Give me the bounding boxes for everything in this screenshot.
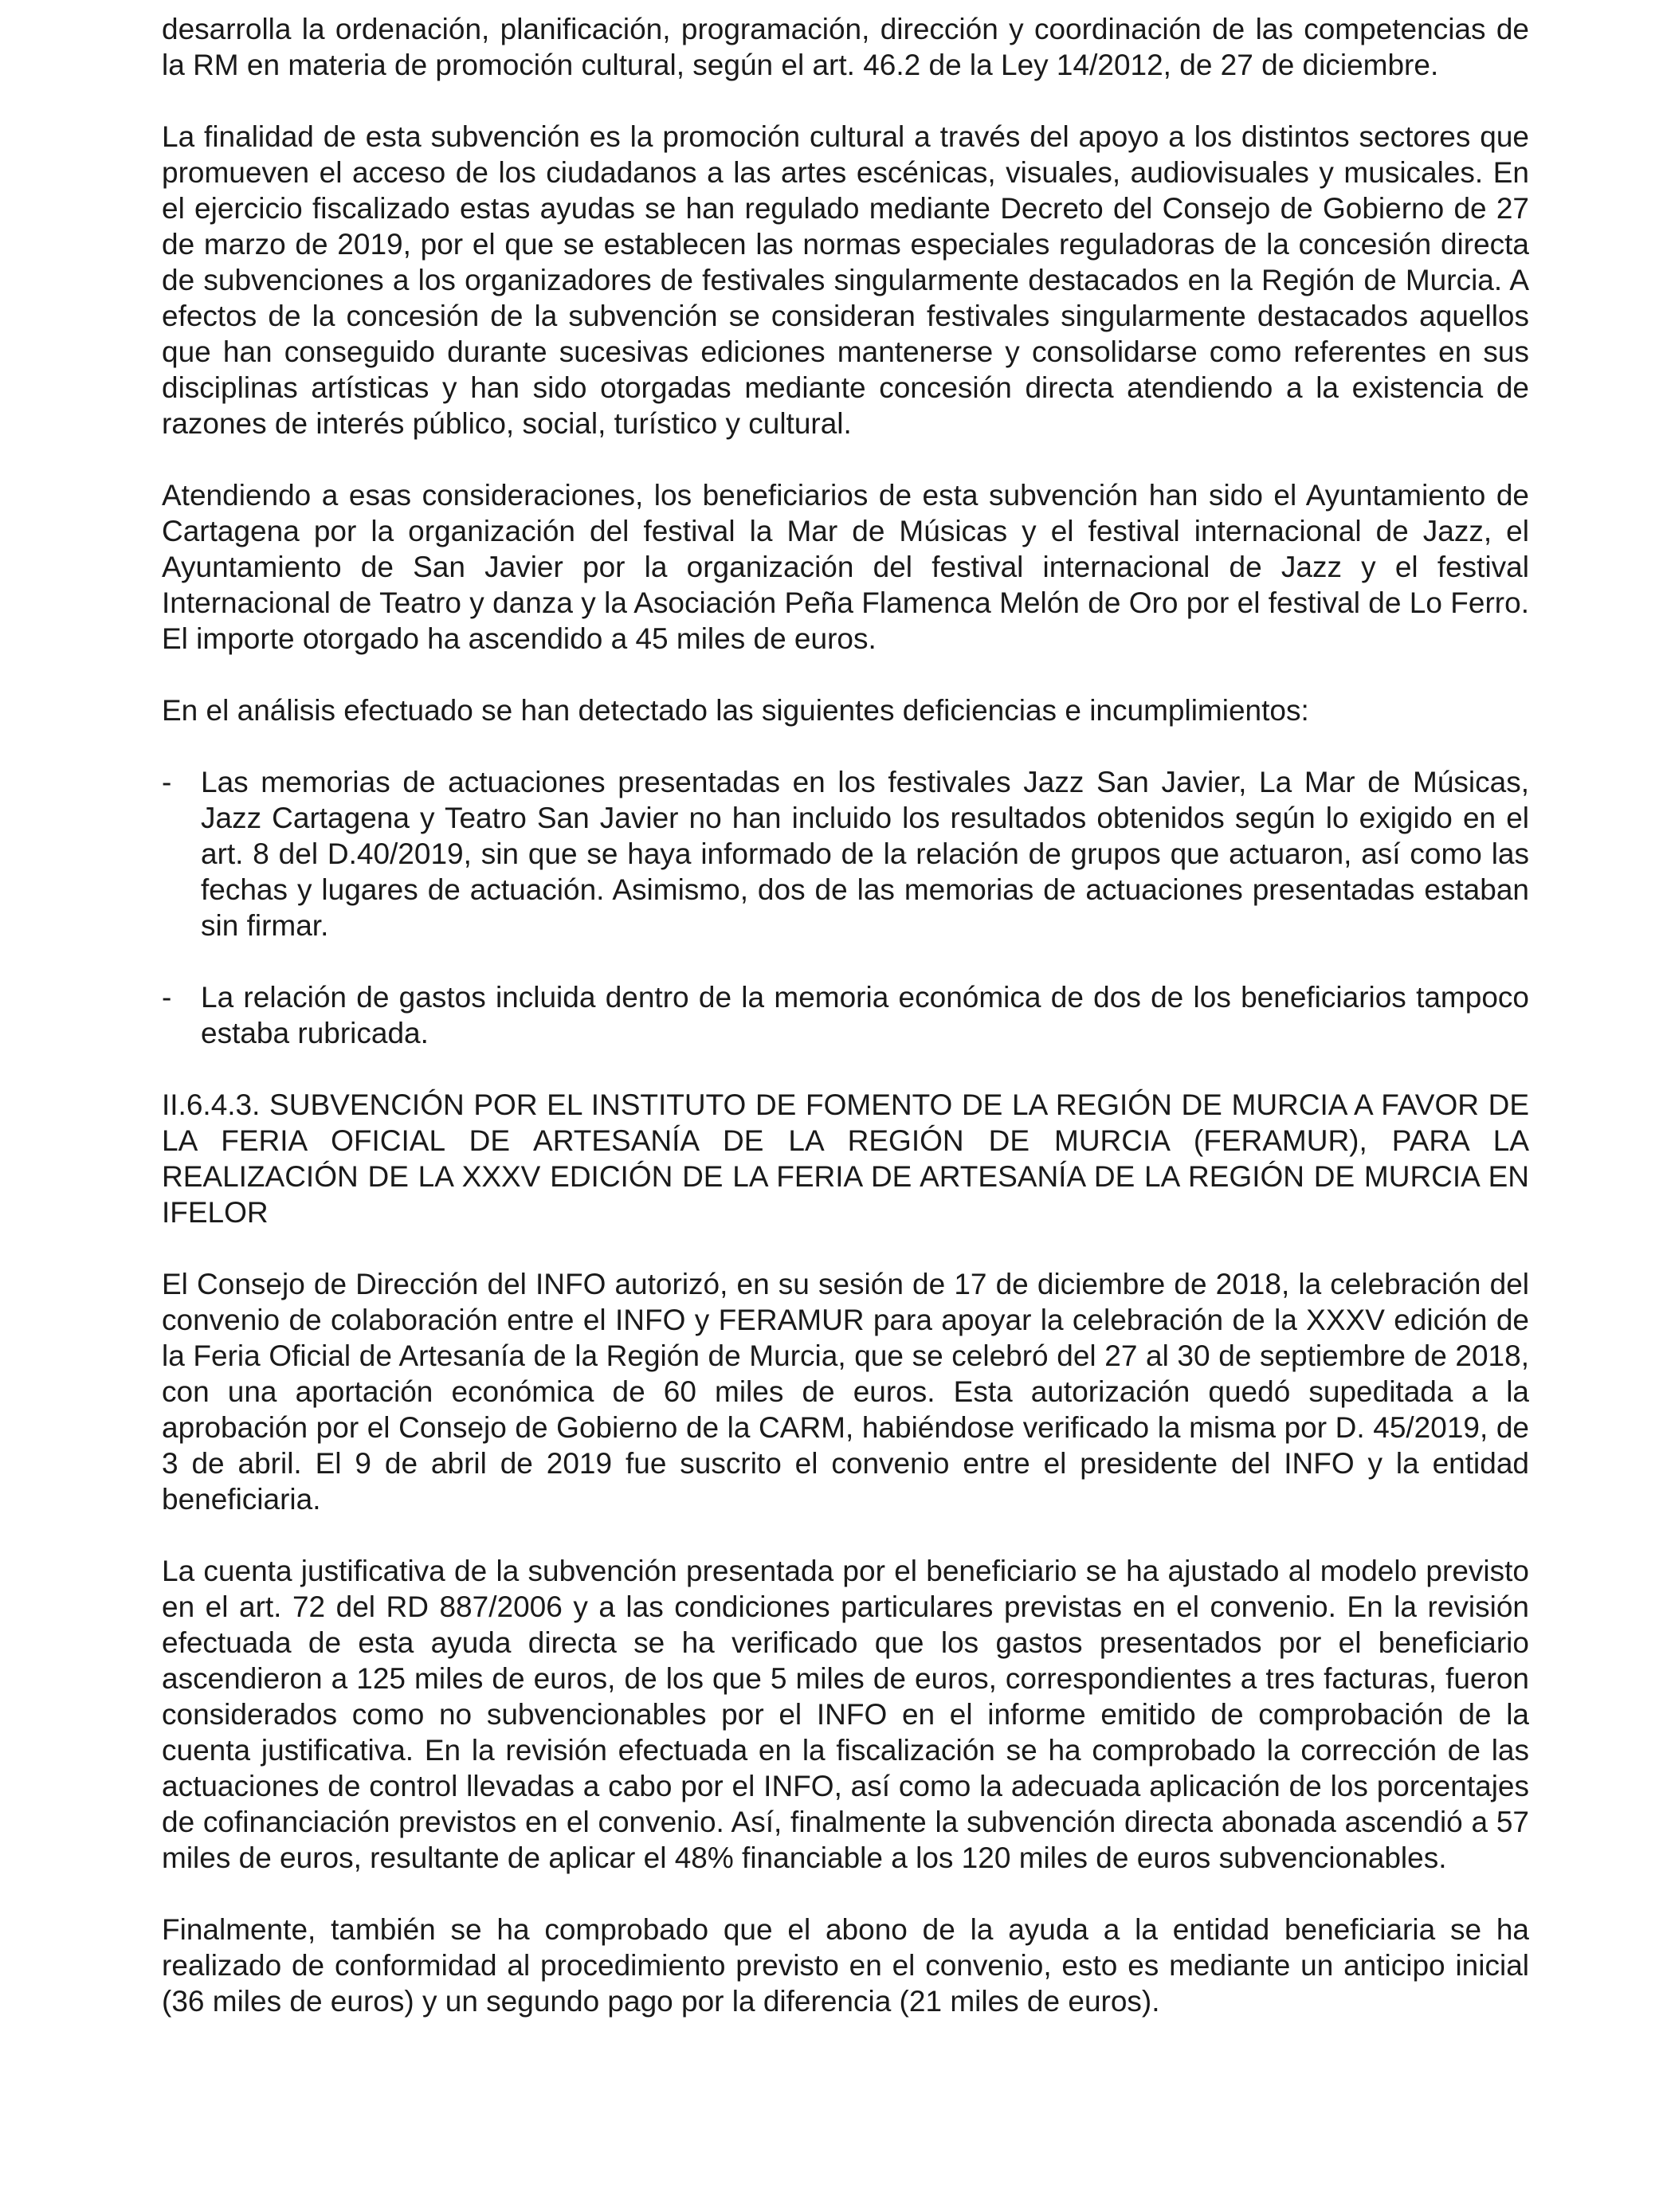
list-item	[162, 764, 1529, 943]
authorization-paragraph: El Consejo de Dirección del INFO autorizó, en su sesión de 17 de diciembre de 2018, la celebración del convenio de colaboración entre el INFO y FERAMUR para apoyar la celebración de la XXXV edición de la Feria Oficial de Artesanía de la Región de Murcia, que se celebró del 27 al 30 de septiembre de 2018, con una aportación económica de 60 miles de euros. Esta autorización quedó supeditada a la aprobación por el Consejo de Gobierno de la CARM, habiéndose verificado la misma por D. 45/2019, de 3 de abril. El 9 de abril de 2019 fue suscrito el convenio entre el presidente del INFO y la entidad beneficiaria.	[162, 1268, 1529, 1516]
justification-paragraph: La cuenta justificativa de la subvención presentada por el beneficiario se ha ajustado al modelo previsto en el art. 72 del RD 887/2006 y a las condiciones particulares previstas en el convenio. En la revisión efectuada de esta ayuda directa se ha verificado que los gastos presentados por el beneficiario ascendieron a 125 miles de euros, de los que 5 miles de euros, correspondientes a tres facturas, fueron considerados como no subvencionables por el INFO en el informe emitido de comprobación de la cuenta justificativa. En la revisión efectuada en la fiscalización se ha comprobado la corrección de las actuaciones de control llevadas a cabo por el INFO, así como la adecuada aplicación de los porcentajes de cofinanciación previstos en el convenio. Así, finalmente la subvención directa abonada ascendió a 57 miles de euros, resultante de aplicar el 48% financiable a los 120 miles de euros subvencionables.	[162, 1555, 1529, 1874]
document-page	[162, 11, 1529, 2055]
list-item-text: Las memorias de actuaciones presentadas en los festivales Jazz San Javier, La Mar de Músicas, Jazz Cartagena y Teatro San Javier no han incluido los resultados obtenidos según lo exigido en el art. 8 del D.40/2019, sin que se haya informado de la relación de grupos que actuaron, así como las fechas y lugares de actuación. Asimismo, dos de las memorias de actuaciones presentadas estaban sin firmar.	[201, 766, 1529, 942]
continuation-paragraph: desarrolla la ordenación, planificación, programación, dirección y coordinación de las competencias de la RM en materia de promoción cultural, según el art. 46.2 de la Ley 14/2012, de 27 de diciembre.	[162, 13, 1529, 81]
beneficiaries-paragraph: Atendiendo a esas consideraciones, los beneficiarios de esta subvención han sido el Ayuntamiento de Cartagena por la organización del festival la Mar de Músicas y el festival internacional de Jazz, el Ayuntamiento de San Javier por la organización del festival internacional de Jazz y el festival Internacional de Teatro y danza y la Asociación Peña Flamenca Melón de Oro por el festival de Lo Ferro. El importe otorgado ha ascendido a 45 miles de euros.	[162, 479, 1529, 655]
bullet-dash: -	[162, 766, 172, 798]
payment-paragraph: Finalmente, también se ha comprobado que el abono de la ayuda a la entidad beneficiaria se ha realizado de conformidad al procedimiento previsto en el convenio, esto es mediante un anticipo inicial (36 miles de euros) y un segundo pago por la diferencia (21 miles de euros).	[162, 1913, 1529, 2018]
bullet-dash: -	[162, 981, 172, 1014]
list-item	[162, 979, 1529, 1051]
purpose-paragraph: La finalidad de esta subvención es la promoción cultural a través del apoyo a los distintos sectores que promueven el acceso de los ciudadanos a las artes escénicas, visuales, audiovisuales y musicales. En el ejercicio fiscalizado estas ayudas se han regulado mediante Decreto del Consejo de Gobierno de 27 de marzo de 2019, por el que se establecen las normas especiales reguladoras de la concesión directa de subvenciones a los organizadores de festivales singularmente destacados en la Región de Murcia. A efectos de la concesión de la subvención se consideran festivales singularmente destacados aquellos que han conseguido durante sucesivas ediciones mantenerse y consolidarse como referentes en sus disciplinas artísticas y han sido otorgadas mediante concesión directa atendiendo a la existencia de razones de interés público, social, turístico y cultural.	[162, 120, 1529, 440]
deficiencies-list	[162, 764, 1529, 1051]
deficiencies-intro: En el análisis efectuado se han detectado las siguientes deficiencias e incumplimientos:	[162, 694, 1309, 727]
section-heading: II.6.4.3. SUBVENCIÓN POR EL INSTITUTO DE FOMENTO DE LA REGIÓN DE MURCIA A FAVOR DE LA FERIA OFICIAL DE ARTESANÍA DE LA REGIÓN DE MURCIA (FERAMUR), PARA LA REALIZACIÓN DE LA XXXV EDICIÓN DE LA FERIA DE ARTESANÍA DE LA REGIÓN DE MURCIA EN IFELOR	[162, 1088, 1529, 1229]
list-item-text: La relación de gastos incluida dentro de la memoria económica de dos de los beneficiarios tampoco estaba rubricada.	[201, 981, 1529, 1049]
